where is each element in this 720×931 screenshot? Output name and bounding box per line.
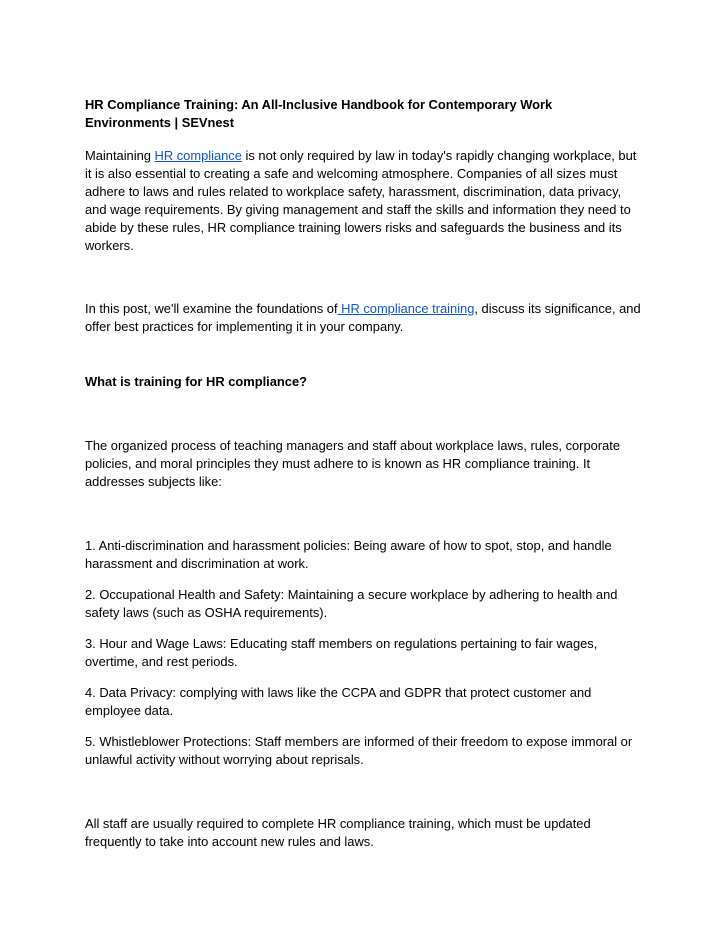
list-item: 4. Data Privacy: complying with laws like the CCPA and GDPR that protect customer and employee data. [85,685,592,718]
section-heading: What is training for HR compliance? [85,374,308,389]
post-intro-text-before: In this post, we'll examine the foundations of [85,301,338,316]
hr-compliance-link[interactable]: HR compliance [154,148,242,163]
definition-paragraph: The organized process of teaching managers and staff about workplace laws, rules, corporate policies, and moral principles they must adhere to is known as HR compliance training. It addresses subjects like: [85,438,621,489]
list-item: 3. Hour and Wage Laws: Educating staff members on regulations pertaining to fair wages, overtime, and rest periods. [85,636,598,669]
intro-text-before: Maintaining [85,148,155,163]
post-intro-paragraph [85,300,641,336]
intro-text-after: is not only required by law in today's rapidly changing workplace, but it is also essential to creating a safe and welcoming atmosphere. Companies of all sizes must adhere to laws and rules related to workplace safety, harassment, discrimination, data privacy, and wage requirements. By giving management and staff the skills and information they need to abide by these rules, HR compliance training lowers risks and safeguards the business and its workers. [85,148,637,253]
hr-compliance-training-link[interactable]: HR compliance training [337,301,475,316]
intro-paragraph [85,147,641,255]
list-item: 1. Anti-discrimination and harassment policies: Being aware of how to spot, stop, and handle harassment and discrimination at work. [85,538,612,571]
post-intro-text-after: , discuss its significance, and offer best practices for implementing it in your company. [85,301,641,334]
document-page [85,96,641,851]
document-title: HR Compliance Training: An All-Inclusive Handbook for Contemporary Work Environments | SEVnest [85,97,553,130]
list-item: 2. Occupational Health and Safety: Maintaining a secure workplace by adhering to health and safety laws (such as OSHA requirements). [85,587,618,620]
closing-paragraph: All staff are usually required to complete HR compliance training, which must be updated frequently to take into account new rules and laws. [85,816,591,849]
list-item: 5. Whistleblower Protections: Staff members are informed of their freedom to expose immoral or unlawful activity without worrying about reprisals. [85,734,633,767]
